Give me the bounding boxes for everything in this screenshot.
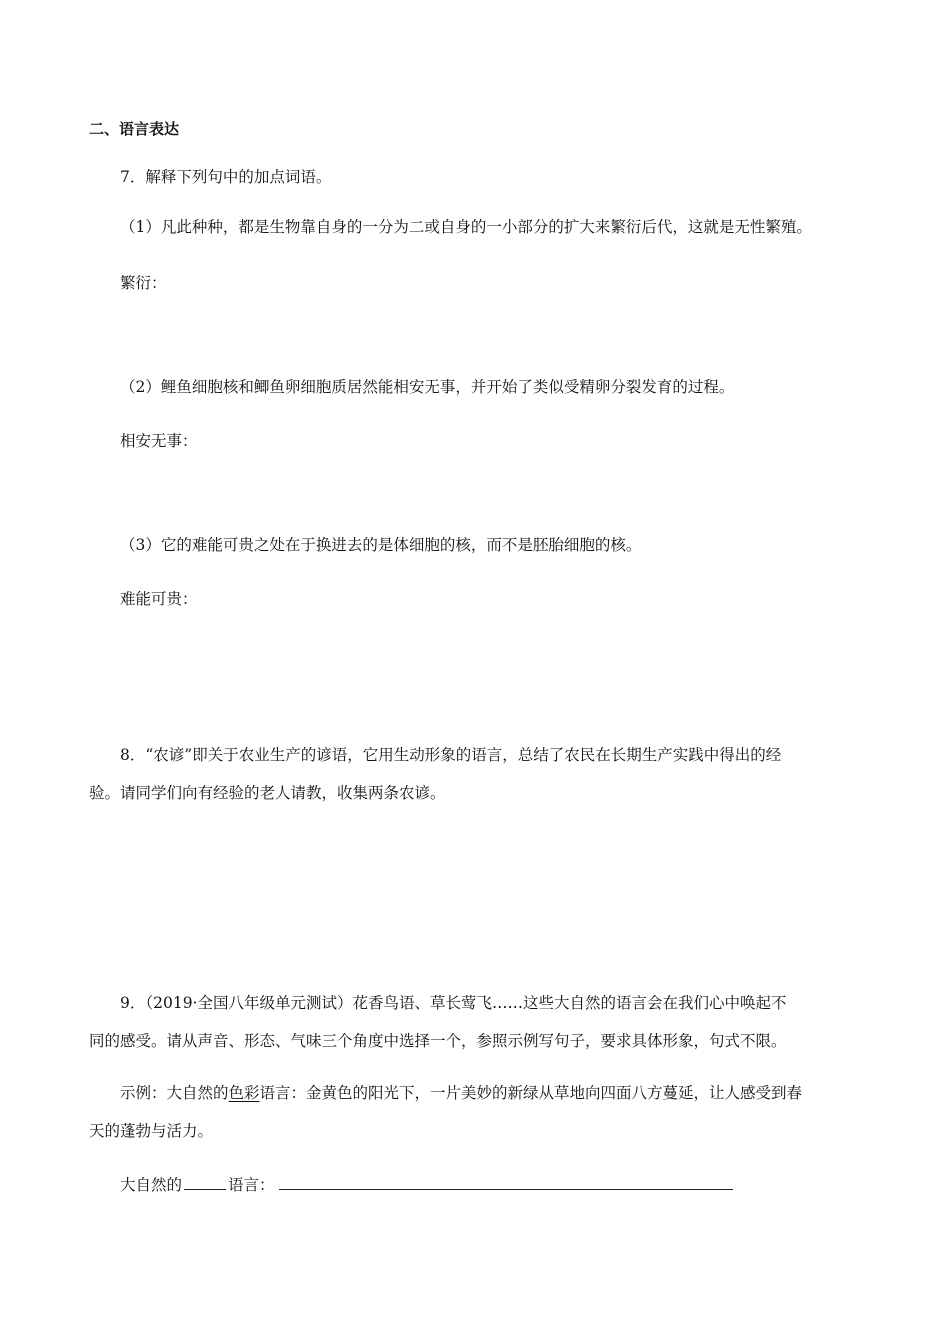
fill-prefix: 大自然的 — [120, 1176, 183, 1194]
question-9-line-1: 9．（2019·全国八年级单元测试）花香鸟语、草长莺飞……这些大自然的语言会在我们心中唤起不 — [120, 994, 787, 1012]
question-9-line-2: 同的感受。请从声音、形态、气味三个角度中选择一个，参照示例写句子，要求具体形象，句式不限。 — [89, 1032, 787, 1050]
question-8-line-2: 验。请同学们向有经验的老人请教，收集两条农谚。 — [89, 784, 446, 802]
question-7-term-1: 繁衍： — [120, 274, 167, 292]
fill-in-line — [120, 1173, 733, 1195]
question-7-sentence-2: （2）鲤鱼细胞核和鲫鱼卵细胞质居然能相安无事，并开始了类似受精卵分裂发育的过程。 — [120, 378, 735, 396]
example-prefix: 示例：大自然的 — [120, 1084, 229, 1102]
example-line-2: 天的蓬勃与活力。 — [89, 1122, 214, 1140]
question-7-sentence-1: （1）凡此种种，都是生物靠自身的一分为二或自身的一小部分的扩大来繁衍后代，这就是无性繁殖。 — [120, 218, 812, 236]
answer-blank-short[interactable] — [184, 1173, 226, 1190]
question-7-prompt: 7．解释下列句中的加点词语。 — [120, 168, 332, 186]
answer-blank-long[interactable] — [279, 1173, 733, 1190]
example-line-1 — [120, 1083, 802, 1103]
question-7-sentence-3: （3）它的难能可贵之处在于换进去的是体细胞的核，而不是胚胎细胞的核。 — [120, 536, 642, 554]
example-rest: 语言：金黄色的阳光下，一片美妙的新绿从草地向四面八方蔓延，让人感受到春 — [259, 1084, 803, 1102]
question-8-line-1: 8．“农谚”即关于农业生产的谚语，它用生动形象的语言，总结了农民在长期生产实践中得出的经 — [120, 746, 782, 764]
question-7-term-3: 难能可贵： — [120, 590, 198, 608]
example-underlined-word: 色彩 — [228, 1084, 260, 1102]
section-heading: 二、语言表达 — [89, 120, 180, 138]
fill-middle: 语言： — [228, 1176, 275, 1194]
question-7-term-2: 相安无事： — [120, 432, 198, 450]
